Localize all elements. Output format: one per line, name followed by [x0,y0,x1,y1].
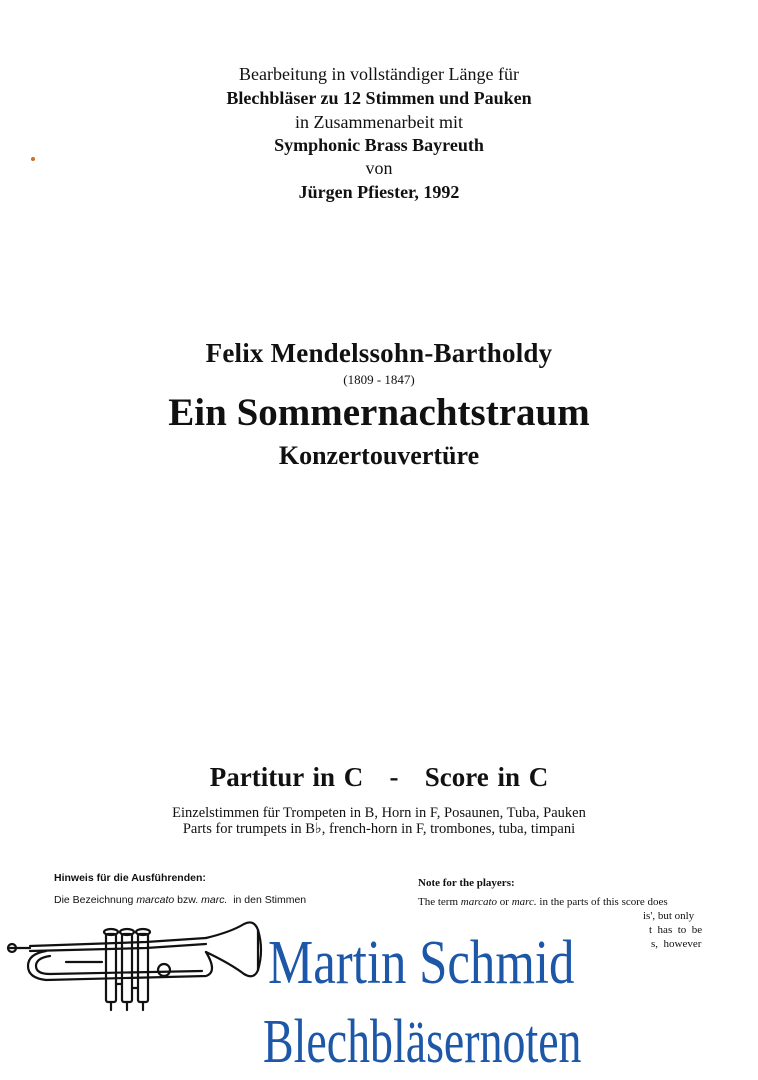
note-english-text-b: or [497,896,512,908]
note-english-fragment-2: is', but only [643,910,695,922]
credit-line-5: von [365,158,393,178]
work-subtitle: Konzertouvertüre [278,441,480,470]
note-german-term-marc: marc. [201,894,228,906]
note-english-fragment-3: t has to be [649,924,703,936]
watermark-line-1: Martin Schmid [268,929,575,997]
work-title: Ein Sommernachtstraum [168,391,590,434]
composer-name: Felix Mendelssohn-Bartholdy [205,338,553,368]
note-german-text-a: Die Bezeichnung [54,894,137,906]
watermark-line-2: Blechbläsernoten [263,1008,582,1076]
note-english-term-marcato: marcato [460,896,498,908]
credit-line-1: Bearbeitung in vollständiger Länge für [239,64,519,84]
note-german-text-c: in den Stimmen [227,894,307,906]
note-german-text-b: bzw. [174,894,202,906]
credit-line-6: Jürgen Pfiester, 1992 [298,182,460,202]
parts-german: Einzelstimmen für Trompeten in B, Horn in F, Posaunen, Tuba, Pauken [172,805,586,821]
note-english-heading: Note for the players: [418,877,515,889]
composer-years: (1809 - 1847) [343,372,415,387]
score-line: Partitur in C - Score in C [209,762,549,792]
note-english-line [418,896,668,908]
note-english-term-marc: marc. [511,896,537,908]
note-german-term-marcato: marcato [136,894,175,906]
credit-line-2: Blechbläser zu 12 Stimmen und Pauken [226,88,532,108]
note-german-heading: Hinweis für die Ausführenden: [54,872,206,884]
credit-line-3: in Zusammenarbeit mit [295,112,463,132]
trumpet-icon [6,918,268,1018]
parts-english: Parts for trumpets in B♭, french-horn in F, trombones, tuba, timpani [182,821,576,837]
note-german-line [54,894,306,906]
credit-line-4: Symphonic Brass Bayreuth [274,135,484,155]
note-english-text-a: The term [418,896,461,908]
note-english-text-c: in the parts of this score does [536,896,668,908]
note-english-fragment-4: s, however [651,938,702,950]
